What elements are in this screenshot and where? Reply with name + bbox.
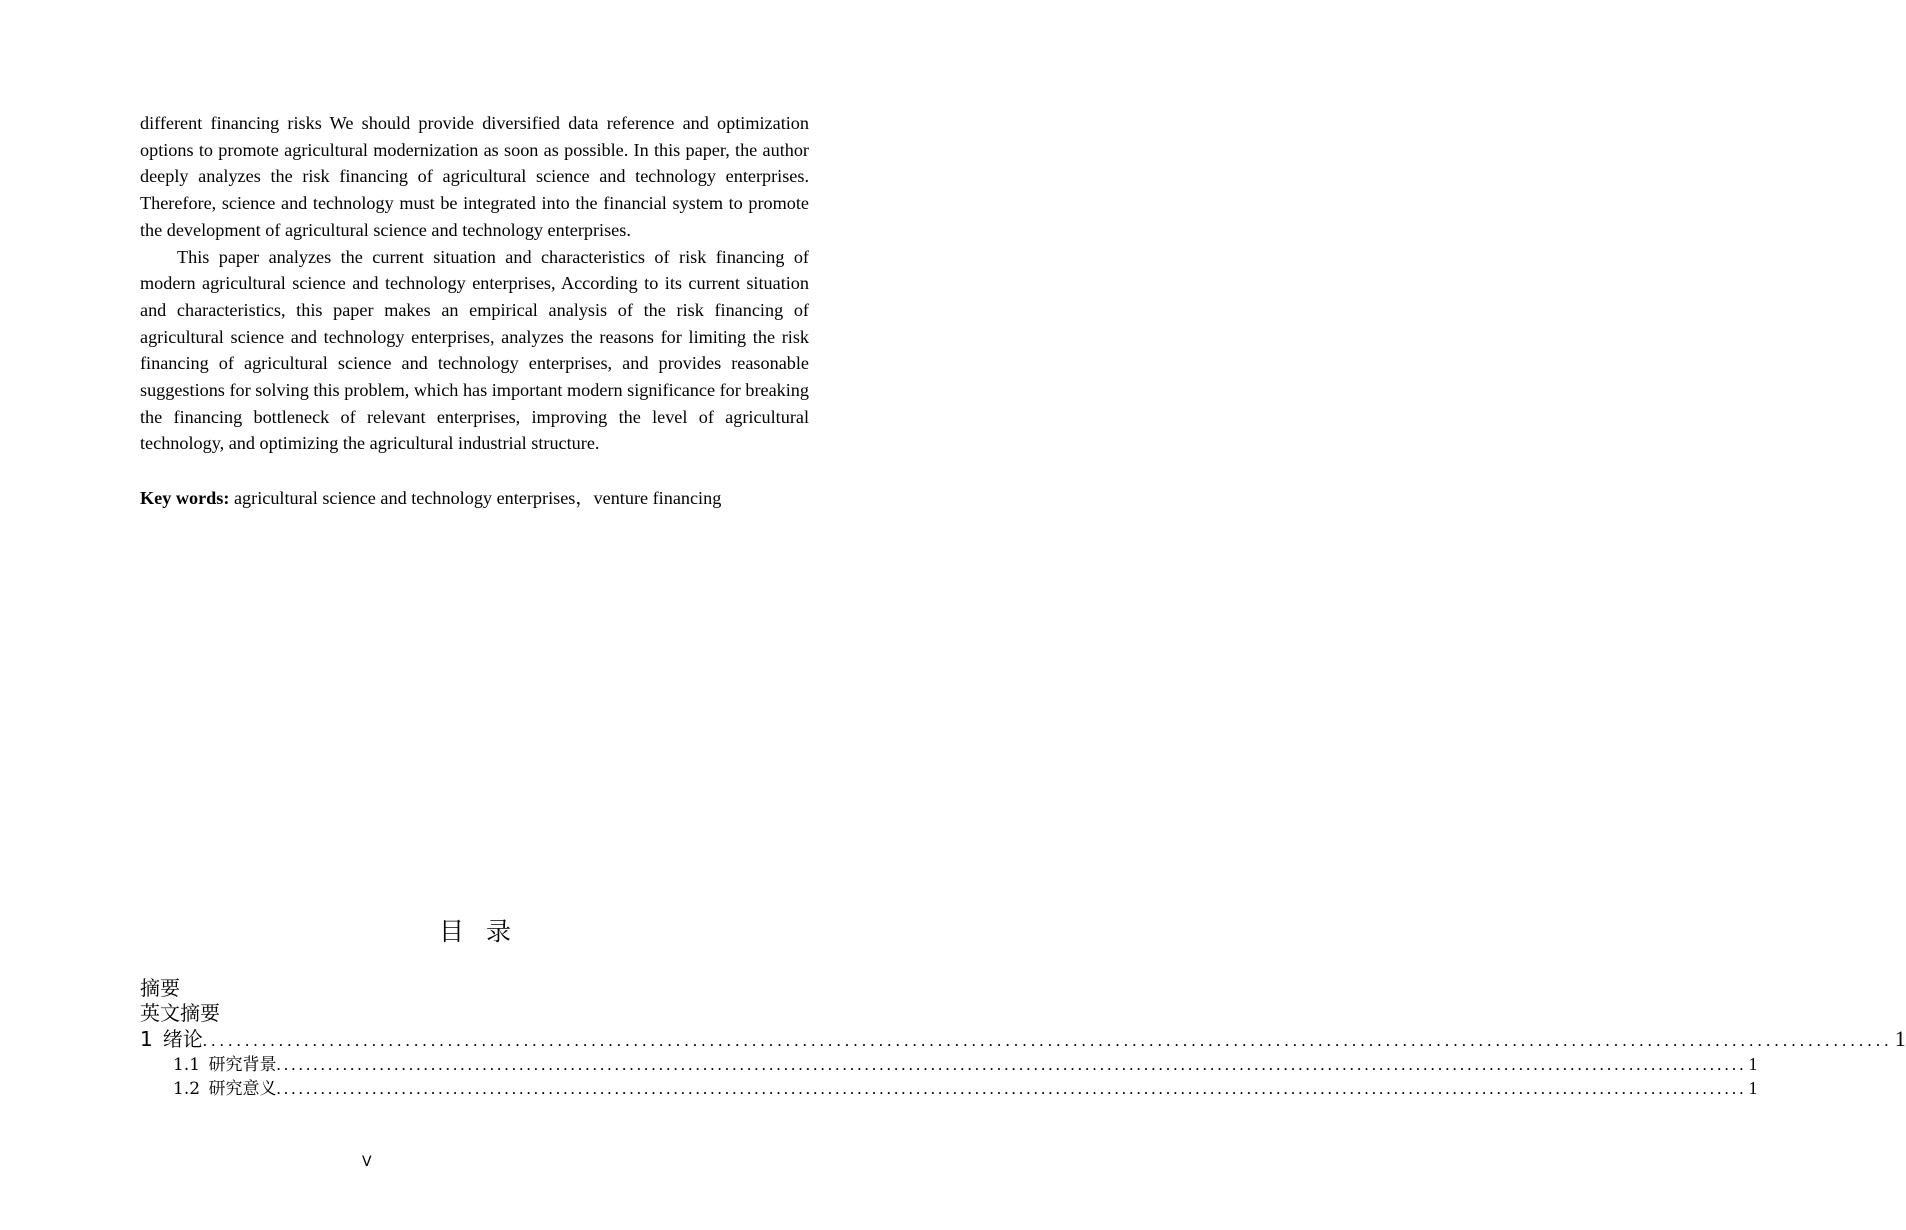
toc-entry-text: 摘要 <box>140 976 180 1000</box>
toc-leader-dots: ........................................................................................................................................................................................................ <box>276 1079 1747 1098</box>
toc-entry-number: 1.1 <box>173 1055 201 1075</box>
table-of-contents <box>140 976 1906 1101</box>
toc-entry-number: 1.2 <box>173 1079 201 1099</box>
keywords-text: agricultural science and technology enterprises，venture financing <box>229 488 722 508</box>
toc-entry-text: 研究背景 <box>208 1055 277 1075</box>
keywords-label: Key words: <box>140 488 230 508</box>
toc-entry-text: 研究意义 <box>208 1079 277 1099</box>
toc-entry-page: 1 <box>1748 1078 1758 1098</box>
toc-entry-section-1-1[interactable] <box>140 1053 1758 1077</box>
page-number: V <box>362 1154 372 1170</box>
toc-entry-number: 1 <box>140 1027 153 1051</box>
toc-entry-text: 英文摘要 <box>140 1001 220 1025</box>
english-abstract <box>140 110 809 457</box>
abstract-paragraph-1: different financing risks We should provide diversified data reference and optimization options to promote agricultural modernization as soon as possible. In this paper, the author deeply analyzes the risk financing of agricultural science and technology enterprises. Therefore, science and technology must be integrated into the financial system to promote the development of agricultural science and technology enterprises. <box>140 113 809 240</box>
toc-entry-text: 绪论 <box>162 1027 203 1051</box>
abstract-paragraph-2: This paper analyzes the current situation and characteristics of risk financing of modern agricultural science and technology enterprises, According to its current situation and characteristics, this paper makes an empirical analysis of the risk financing of agricultural science and technology enterprises, analyzes the reasons for limiting the risk financing of agricultural science and technology enterprises, and provides reasonable suggestions for solving this problem, which has important modern significance for breaking the financing bottleneck of relevant enterprises, improving the level of agricultural technology, and optimizing the agricultural industrial structure. <box>140 246 809 454</box>
toc-title: 目录 <box>438 917 533 946</box>
toc-entry-english-abstract[interactable] <box>140 1001 810 1026</box>
toc-entry-page: 1 <box>1894 1026 1906 1051</box>
toc-entry-chapter-1[interactable] <box>140 1026 1906 1053</box>
keywords-line <box>140 485 809 512</box>
toc-entry-abstract[interactable] <box>140 976 810 1001</box>
toc-entry-page: 1 <box>1748 1054 1758 1074</box>
toc-entry-section-1-2[interactable] <box>140 1077 1758 1101</box>
toc-leader-dots: ........................................................................................................................................................................................................ <box>202 1031 1893 1050</box>
toc-leader-dots: ........................................................................................................................................................................................................ <box>276 1055 1747 1074</box>
